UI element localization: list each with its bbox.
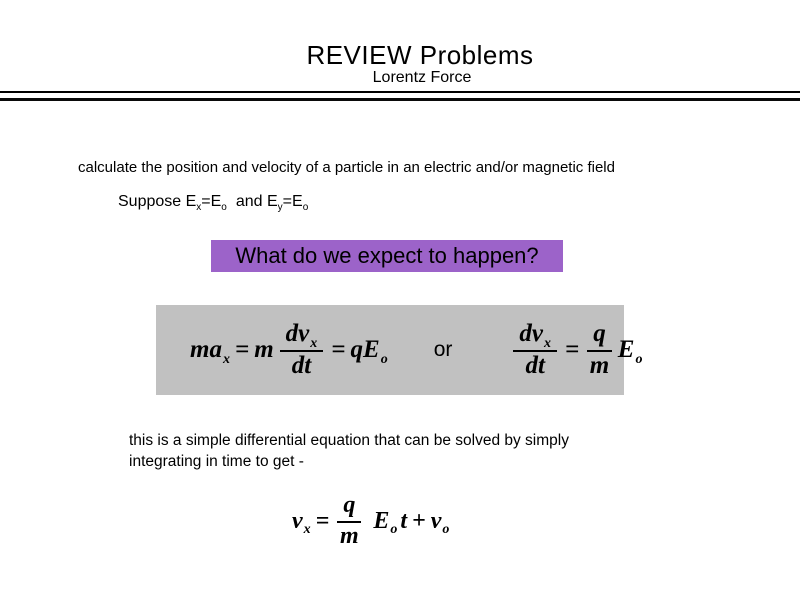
math-term-qE: [350, 336, 388, 367]
math-subscript: x: [544, 336, 551, 352]
math-var: ma: [190, 336, 222, 363]
fraction-qm: [337, 493, 361, 548]
suppose-text-4: =E: [282, 193, 303, 210]
math-var: qE: [350, 336, 380, 363]
highlight-box: [211, 240, 563, 272]
math-term-E: [617, 336, 643, 367]
fraction-denominator: m: [340, 522, 359, 549]
fraction-numerator: q: [337, 493, 361, 522]
subscript-o: o: [221, 202, 227, 214]
math-var: v: [430, 507, 442, 534]
fraction-dvdt: [280, 321, 324, 379]
math-subscript: x: [303, 522, 311, 538]
math-term-m: m: [254, 336, 274, 363]
fraction-denominator: dt: [291, 351, 312, 379]
fraction-denominator: dt: [525, 351, 545, 379]
slide-title: REVIEW Problems: [306, 40, 534, 70]
equals-sign: =: [331, 336, 346, 363]
fraction-denominator: m: [589, 351, 610, 379]
equation-solved: [510, 321, 642, 379]
result-equation: [292, 493, 449, 548]
math-term-v0: [430, 507, 450, 538]
slide-subtitle: Lorentz Force: [372, 69, 472, 86]
or-connector: or: [433, 338, 453, 361]
header-rule-thick: [0, 98, 800, 101]
highlight-text: What do we expect to happen?: [235, 243, 539, 268]
math-subscript: x: [222, 352, 230, 367]
math-subscript: o: [390, 522, 398, 538]
equals-sign: =: [315, 507, 330, 534]
math-subscript: o: [635, 352, 643, 367]
equals-sign: =: [565, 336, 580, 363]
math-term-t: t: [400, 507, 408, 534]
equation-newton: [190, 321, 388, 379]
plus-sign: +: [412, 507, 426, 534]
math-subscript: o: [442, 522, 450, 538]
math-subscript: o: [380, 352, 388, 367]
subscript-o: o: [302, 202, 309, 214]
suppose-statement: [118, 192, 309, 214]
result-equation-container: [292, 494, 449, 548]
math-var: dv: [519, 320, 543, 348]
fraction-numerator: [280, 321, 324, 351]
intro-text: calculate the position and velocity of a particle in an electric and/or magnetic field: [78, 159, 615, 176]
fraction-dvdt: [513, 321, 557, 379]
fraction-qm: [587, 321, 612, 379]
subscript-y: y: [277, 202, 283, 214]
math-term-vx: [292, 507, 311, 538]
suppose-text-3: and E: [235, 193, 278, 210]
math-var: v: [292, 507, 303, 534]
body-text-line1: this is a simple differential equation that can be solved by simply: [129, 432, 569, 449]
fraction-numerator: q: [587, 321, 612, 351]
math-var: dv: [285, 320, 310, 348]
suppose-text-2: =E: [201, 193, 222, 210]
body-text-line2: integrating in time to get -: [129, 453, 304, 470]
math-var: E: [373, 507, 390, 534]
equals-sign: =: [234, 336, 250, 363]
math-var: E: [617, 336, 635, 363]
equation-box: [156, 305, 643, 395]
math-term-ma: [190, 336, 230, 367]
body-text: [129, 430, 569, 472]
subscript-x: x: [196, 202, 202, 214]
math-subscript: x: [310, 336, 318, 352]
suppose-text-1: Suppose E: [118, 193, 197, 210]
fraction-numerator: [513, 321, 557, 351]
header-rule-thin: [0, 91, 800, 93]
math-term-E: [373, 507, 398, 538]
